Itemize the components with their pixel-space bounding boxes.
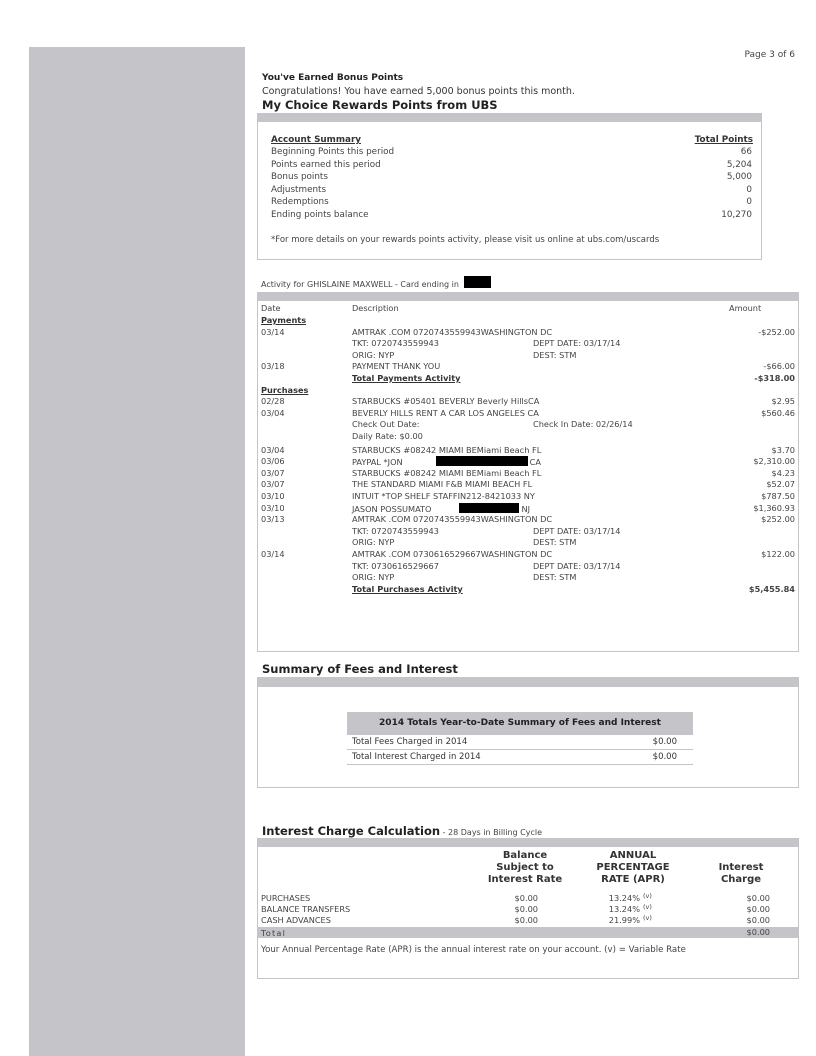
fees-box-bar xyxy=(258,678,798,687)
interest-row-apr: 21.99% xyxy=(608,915,640,925)
txn-description-text: AMTRAK .COM 0730616529667WASHINGTON DC xyxy=(352,549,553,559)
txn-detail-left: Daily Rate: $0.00 xyxy=(352,431,423,441)
txn-description xyxy=(352,445,541,455)
rewards-row-value: 0 xyxy=(746,197,752,208)
interest-row-balance: $0.00 xyxy=(514,915,538,925)
bonus-text: Congratulations! You have earned 5,000 bonus points this month. xyxy=(262,86,575,97)
txn-detail-left: TKT: 0730616529667 xyxy=(352,560,439,571)
payments-header: Payments xyxy=(261,315,307,325)
txn-date: 03/14 xyxy=(261,326,285,337)
rewards-row-value: 66 xyxy=(740,147,752,157)
txn-detail-left: Check Out Date: xyxy=(352,419,420,430)
txn-description xyxy=(352,491,535,501)
fees-section-title: Summary of Fees and Interest xyxy=(262,662,458,676)
txn-amount: $1,360.93 xyxy=(753,502,795,513)
txn-amount: $252.00 xyxy=(761,514,795,525)
col-balance-line-2: Subject to xyxy=(496,862,554,873)
left-sidebar-band xyxy=(29,47,245,1056)
rewards-summary-box xyxy=(257,113,762,260)
txn-date: 03/06 xyxy=(261,456,285,467)
redacted-name xyxy=(459,503,519,513)
txn-description xyxy=(352,456,541,467)
txn-description xyxy=(352,514,552,524)
col-apr-line-1: ANNUAL xyxy=(609,850,657,861)
interest-box xyxy=(257,838,799,979)
purchases-total: $5,455.84 xyxy=(748,583,795,594)
interest-row-charge: $0.00 xyxy=(746,893,770,903)
txn-date: 03/07 xyxy=(261,479,285,490)
rewards-section-title: My Choice Rewards Points from UBS xyxy=(262,98,498,112)
interest-section-title: Interest Charge Calculation xyxy=(262,824,441,838)
interest-row-apr: 13.24% xyxy=(608,893,640,903)
apr-note: Your Annual Percentage Rate (APR) is the annual interest rate on your account. (v) = Variable Rate xyxy=(261,945,686,955)
txn-amount: $2,310.00 xyxy=(753,456,795,467)
table-row xyxy=(347,735,693,750)
rewards-row-value: 5,000 xyxy=(726,172,752,183)
interest-total-value: $0.00 xyxy=(746,927,770,937)
redacted-name xyxy=(436,456,528,466)
page-number: Page 3 of 6 xyxy=(744,50,795,60)
variable-rate-flag: (v) xyxy=(643,892,652,900)
txn-detail-left: TKT: 0720743559943 xyxy=(352,338,439,349)
interest-row-apr: 13.24% xyxy=(608,904,640,914)
activity-box xyxy=(257,292,799,652)
col-charge-header xyxy=(706,862,776,886)
account-summary-header: Account Summary xyxy=(271,135,362,145)
txn-description xyxy=(352,549,552,559)
txn-amount: $3.70 xyxy=(771,444,795,455)
txn-description xyxy=(352,479,532,489)
txn-description-text: AMTRAK .COM 0720743559943WASHINGTON DC xyxy=(352,514,553,525)
txn-detail-left: ORIG: NYP xyxy=(352,349,395,360)
txn-amount: -$66.00 xyxy=(763,361,795,372)
variable-rate-flag: (v) xyxy=(643,903,652,911)
txn-description-text: AMTRAK .COM 0720743559943WASHINGTON DC xyxy=(352,326,553,337)
txn-detail-right: DEPT DATE: 03/17/14 xyxy=(533,525,621,536)
col-description-header: Description xyxy=(352,303,399,313)
txn-date: 03/13 xyxy=(261,514,285,525)
col-charge-line-1: Interest xyxy=(718,862,764,873)
txn-date: 03/18 xyxy=(261,361,285,372)
interest-box-bar xyxy=(258,839,798,847)
col-apr-line-3: RATE (APR) xyxy=(601,874,665,885)
rewards-row-label: Adjustments xyxy=(271,184,327,195)
txn-amount: $52.07 xyxy=(766,479,795,490)
txn-description-text: JASON POSSUMATO xyxy=(352,503,432,514)
txn-date: 03/14 xyxy=(261,549,285,559)
txn-date: 03/04 xyxy=(261,407,285,418)
rewards-row-value: 0 xyxy=(746,184,752,195)
col-charge-line-2: Charge xyxy=(720,874,762,885)
col-amount-header: Amount xyxy=(729,303,762,313)
rewards-row-value: 5,204 xyxy=(726,159,752,170)
txn-detail-left: TKT: 0720743559943 xyxy=(352,525,439,536)
txn-amount: $787.50 xyxy=(761,491,795,501)
interest-row-charge: $0.00 xyxy=(746,915,770,925)
txn-description-text: STARBUCKS #08242 MIAMI BEMiami Beach FL xyxy=(352,444,542,455)
interest-section-subtitle: - 28 Days in Billing Cycle xyxy=(440,828,543,837)
col-balance-header xyxy=(472,850,578,886)
txn-description xyxy=(352,327,552,337)
rewards-row-value: 10,270 xyxy=(721,210,752,220)
txn-date: 03/07 xyxy=(261,467,285,478)
txn-detail-right: DEST: STM xyxy=(533,572,577,583)
txn-amount: $2.95 xyxy=(771,396,795,407)
txn-detail-left: ORIG: NYP xyxy=(352,537,395,548)
fees-row-label: Total Fees Charged in 2014 xyxy=(347,735,608,750)
ytd-table-title: 2014 Totals Year-to-Date Summary of Fees and Interest xyxy=(347,712,693,735)
interest-section-heading xyxy=(262,820,542,839)
total-points-header: Total Points xyxy=(694,135,753,145)
txn-date: 03/10 xyxy=(261,491,285,501)
txn-description xyxy=(352,503,530,514)
ytd-fees-table xyxy=(347,712,693,765)
txn-description-text: BEVERLY HILLS RENT A CAR LOS ANGELES CA xyxy=(352,407,539,418)
payments-total: -$318.00 xyxy=(754,373,795,383)
txn-detail-right: Check In Date: 02/26/14 xyxy=(533,419,633,430)
txn-description xyxy=(352,361,440,371)
txn-description-text: PAYMENT THANK YOU xyxy=(352,361,441,372)
rewards-row-label: Ending points balance xyxy=(271,210,369,220)
txn-date: 02/28 xyxy=(261,396,285,407)
txn-detail-right: DEST: STM xyxy=(533,537,577,548)
txn-description-text: STARBUCKS #05401 BEVERLY Beverly HillsCA xyxy=(352,396,540,407)
table-row xyxy=(347,750,693,765)
activity-caption-text: Activity for GHISLAINE MAXWELL - Card ending in xyxy=(261,280,459,289)
txn-location: NJ xyxy=(521,503,531,514)
interest-total-row xyxy=(258,927,798,938)
col-balance-line-1: Balance xyxy=(502,850,548,861)
purchases-header: Purchases xyxy=(261,384,309,395)
bonus-title: You've Earned Bonus Points xyxy=(262,73,404,83)
txn-description xyxy=(352,408,539,418)
fees-row-value: $0.00 xyxy=(608,735,693,750)
txn-description xyxy=(352,468,541,478)
txn-detail-right: DEPT DATE: 03/17/14 xyxy=(533,338,621,349)
interest-row-charge: $0.00 xyxy=(746,904,770,914)
txn-description xyxy=(352,396,539,406)
rewards-row-label: Redemptions xyxy=(271,197,329,208)
redacted-card-number xyxy=(464,276,491,288)
col-apr-line-2: PERCENTAGE xyxy=(596,862,670,873)
activity-box-bar xyxy=(258,293,798,301)
txn-amount: -$252.00 xyxy=(758,326,795,337)
txn-amount: $560.46 xyxy=(761,407,795,418)
interest-row-label: CASH ADVANCES xyxy=(261,915,331,925)
rewards-box-bar xyxy=(258,114,761,122)
txn-description-text: PAYPAL *JON xyxy=(352,457,403,468)
txn-detail-left: ORIG: NYP xyxy=(352,572,395,583)
txn-date: 03/04 xyxy=(261,444,285,455)
txn-date: 03/10 xyxy=(261,502,285,513)
interest-row-label: PURCHASES xyxy=(261,893,311,903)
rewards-row-label: Beginning Points this period xyxy=(271,147,395,157)
interest-total-label: Total xyxy=(261,928,287,938)
interest-row-label: Total Interest Charged in 2014 xyxy=(347,750,608,765)
txn-description-text: STARBUCKS #08242 MIAMI BEMiami Beach FL xyxy=(352,467,542,478)
variable-rate-flag: (v) xyxy=(643,914,652,922)
col-date-header: Date xyxy=(261,303,281,313)
txn-description-text: THE STANDARD MIAMI F&B MIAMI BEACH FL xyxy=(352,479,533,490)
txn-amount: $4.23 xyxy=(771,467,795,478)
rewards-row-label: Bonus points xyxy=(271,172,328,183)
txn-amount: $122.00 xyxy=(761,549,795,559)
activity-caption xyxy=(261,276,491,289)
purchases-total-label: Total Purchases Activity xyxy=(352,583,463,594)
interest-row-balance: $0.00 xyxy=(514,893,538,903)
col-apr-header xyxy=(580,850,686,886)
rewards-footnote: *For more details on your rewards points activity, please visit us online at ubs.com/uscards xyxy=(271,235,660,245)
interest-row-value: $0.00 xyxy=(608,750,693,765)
col-balance-line-3: Interest Rate xyxy=(487,874,563,885)
interest-row-balance: $0.00 xyxy=(514,904,538,914)
txn-description-text: INTUIT *TOP SHELF STAFFIN212-8421033 NY xyxy=(352,491,535,501)
interest-row-label: BALANCE TRANSFERS xyxy=(261,904,351,914)
txn-location: CA xyxy=(529,457,541,468)
rewards-row-label: Points earned this period xyxy=(271,159,381,170)
payments-total-label: Total Payments Activity xyxy=(352,373,461,383)
txn-detail-right: DEST: STM xyxy=(533,349,577,360)
txn-detail-right: DEPT DATE: 03/17/14 xyxy=(533,560,621,571)
